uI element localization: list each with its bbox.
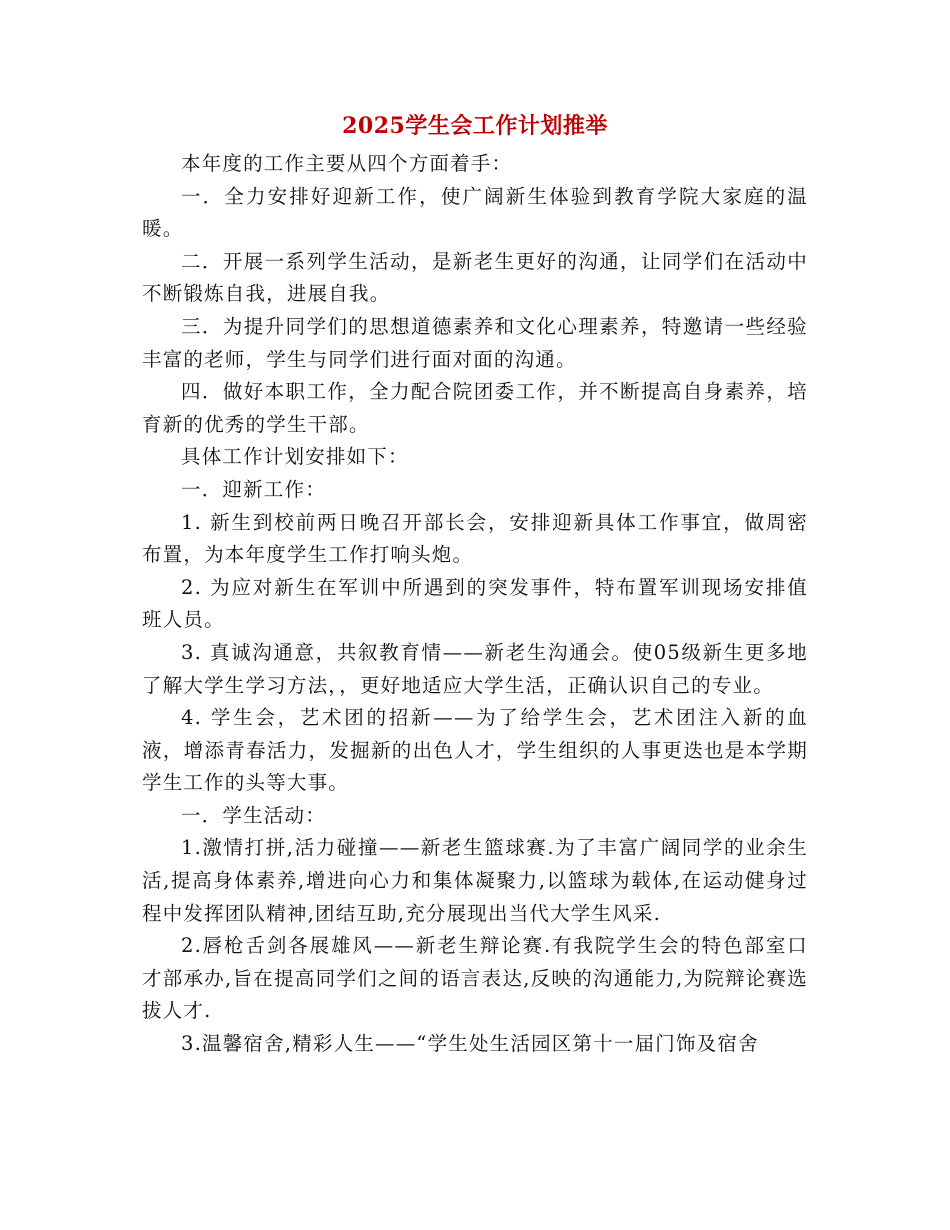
paragraph: 二．开展一系列学生活动，是新老生更好的沟通，让同学们在活动中不断锻炼自我，进展自我。 <box>142 249 808 306</box>
paragraph: 四．做好本职工作，全力配合院团委工作，并不断提高自身素养，培育新的优秀的学生干部。 <box>142 380 808 436</box>
document-body <box>142 148 808 1061</box>
paragraph: 具体工作计划安排如下： <box>181 445 409 469</box>
paragraph: 2.唇枪舌剑各展雄风——新老生辩论赛.有我院学生会的特色部室口才部承办,旨在提高同学们之间的语言表达,反映的沟通能力,为院辩论赛选拔人才. <box>142 934 808 1023</box>
section-heading: 一．迎新工作： <box>181 477 326 501</box>
section-heading: 一．学生活动： <box>181 803 326 827</box>
document-title: 2025学生会工作计划推举 <box>342 113 608 139</box>
paragraph: 4. 学生会，艺术团的招新——为了给学生会，艺术团注入新的血液，增添青春活力，发掘新的出色人才，学生组织的人事更迭也是本学期学生工作的头等大事。 <box>142 706 808 795</box>
paragraph: 1. 新生到校前两日晚召开部长会，安排迎新具体工作事宜，做周密布置，为本年度学生工作打响头炮。 <box>142 510 808 567</box>
paragraph: 2. 为应对新生在军训中所遇到的突发事件，特布置军训现场安排值班人员。 <box>142 575 808 632</box>
paragraph: 三．为提升同学们的思想道德素养和文化心理素养，特邀请一些经验丰富的老师，学生与同学们进行面对面的沟通。 <box>142 314 808 371</box>
paragraph: 本年度的工作主要从四个方面着手： <box>181 152 513 175</box>
paragraph: 3. 真诚沟通意，共叙教育情——新老生沟通会。使05级新生更多地了解大学生学习方法，，更好地适应大学生活，正确认识自己的专业。 <box>142 640 808 697</box>
paragraph: 3.温馨宿舍,精彩人生——“学生处生活园区第十一届门饰及宿舍 <box>181 1032 759 1056</box>
paragraph: 一．全力安排好迎新工作，使广阔新生体验到教育学院大家庭的温暖。 <box>142 184 808 241</box>
paragraph: 1.激情打拼,活力碰撞——新老生篮球赛.为了丰富广阔同学的业余生活,提高身体素养,增进向心力和集体凝聚力,以篮球为载体,在运动健身过程中发挥团队精神,团结互助,充分展现出当代大学生风采. <box>142 836 808 925</box>
